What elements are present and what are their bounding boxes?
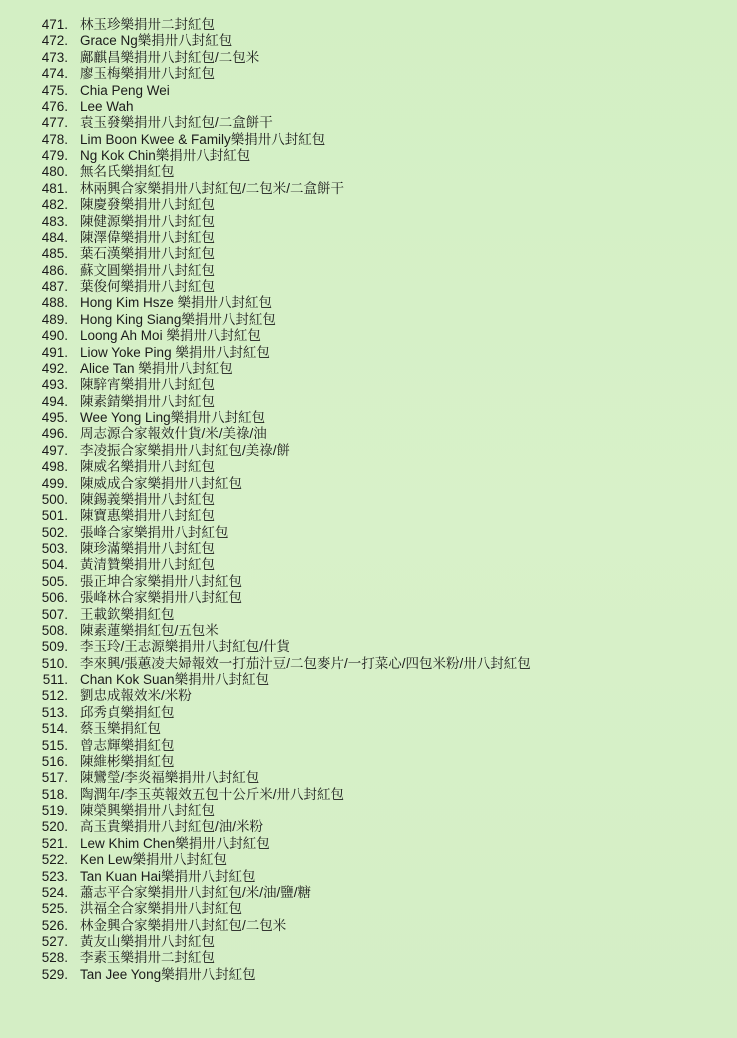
entry-number: 521. (41, 835, 68, 851)
list-item (0, 590, 737, 606)
entry-text: 洪福全合家樂捐卅八封紅包 (80, 901, 242, 917)
list-item (0, 148, 737, 164)
list-item (0, 885, 737, 901)
list-item (0, 705, 737, 721)
entry-text: 張正坤合家樂捐卅八封紅包 (80, 573, 242, 589)
list-item (0, 738, 737, 754)
list-item (0, 869, 737, 885)
list-item (0, 443, 737, 459)
entry-number: 471. (41, 17, 68, 32)
list-item (0, 754, 737, 770)
entry-text: 李玉玲/王志源樂捐卅八封紅包/什貨 (80, 639, 291, 655)
entry-number: 511. (42, 672, 68, 687)
entry-text: Hong King Siang樂捐卅八封紅包 (80, 311, 276, 327)
entry-text: 鄺麒昌樂捐卅八封紅包/二包米 (80, 49, 260, 65)
entry-number: 485. (41, 246, 68, 262)
entry-text: 黃友山樂捐卅八封紅包 (80, 934, 215, 949)
entry-number: 475. (41, 82, 68, 98)
entry-number: 529. (41, 966, 68, 982)
list-item (0, 410, 737, 426)
entry-text: Lim Boon Kwee & Family樂捐卅八封紅包 (80, 131, 326, 147)
entry-text: 無名氏樂捐紅包 (80, 164, 175, 180)
entry-text: 陶潤年/李玉英報效五包十公斤米/卅八封紅包 (80, 786, 345, 802)
entry-text: 周志源合家報效什貨/米/美祿/油 (80, 426, 267, 442)
entry-number: 513. (41, 704, 68, 720)
entry-text: Tan Kuan Hai樂捐卅八封紅包 (80, 868, 256, 884)
entry-text: Hong Kim Hsze 樂捐卅八封紅包 (80, 295, 273, 311)
entry-text: 葉俊何樂捐卅八封紅包 (80, 279, 215, 294)
entry-text: 曾志輝樂捐紅包 (80, 737, 175, 753)
entry-text: 林兩興合家樂捐卅八封紅包/二包米/二盒餅干 (80, 180, 345, 196)
entry-text: 林金興合家樂捐卅八封紅包/二包米 (80, 917, 287, 933)
list-item (0, 639, 737, 655)
entry-number: 524. (41, 884, 68, 900)
entry-number: 481. (41, 180, 68, 196)
entry-text: 黃清贊樂捐卅八封紅包 (80, 557, 215, 573)
entry-text: Lee Wah (80, 98, 134, 114)
entry-number: 525. (41, 901, 68, 917)
entry-text: Chan Kok Suan樂捐卅八封紅包 (80, 672, 270, 687)
list-item (0, 99, 737, 115)
entry-number: 488. (41, 295, 68, 311)
entry-number: 527. (41, 934, 68, 949)
list-item (0, 918, 737, 934)
list-item (0, 607, 737, 623)
entry-text: 李來興/張蕙凌夫婦報效一打茄汁豆/二包麥片/一打菜心/四包米粉/卅八封紅包 (80, 655, 531, 671)
entry-text: 蘇文圓樂捐卅八封紅包 (80, 262, 215, 278)
entry-text: 陳慶發樂捐卅八封紅包 (80, 197, 215, 213)
list-item (0, 66, 737, 82)
entry-text: Wee Yong Ling樂捐卅八封紅包 (80, 410, 266, 425)
entry-number: 472. (41, 33, 68, 49)
entry-number: 473. (41, 49, 68, 65)
entry-number: 474. (41, 66, 68, 82)
entry-number: 522. (41, 852, 68, 868)
entry-number: 487. (41, 279, 68, 294)
entry-number: 479. (41, 148, 68, 163)
list-item (0, 934, 737, 950)
entry-number: 520. (41, 819, 68, 835)
entry-number: 508. (41, 622, 68, 638)
entry-text: 袁玉發樂捐卅八封紅包/二盒餅干 (80, 115, 273, 131)
entry-number: 491. (41, 344, 68, 360)
entry-number: 509. (41, 639, 68, 655)
entry-text: Ken Lew樂捐卅八封紅包 (80, 852, 228, 868)
entry-number: 510. (41, 655, 68, 671)
list-item (0, 525, 737, 541)
entry-text: 陳威名樂捐卅八封紅包 (80, 459, 215, 475)
entry-number: 503. (41, 541, 68, 556)
entry-number: 528. (41, 950, 68, 966)
list-item (0, 836, 737, 852)
entry-text: 陳寶惠樂捐卅八封紅包 (80, 508, 215, 524)
list-item (0, 557, 737, 573)
entry-number: 493. (41, 377, 68, 393)
entry-number: 514. (41, 721, 68, 737)
list-item (0, 492, 737, 508)
entry-number: 507. (41, 606, 68, 622)
entry-text: Chia Peng Wei (80, 82, 170, 98)
list-item (0, 377, 737, 393)
entry-text: 李素玉樂捐卅二封紅包 (80, 950, 215, 966)
list-item (0, 672, 737, 688)
list-item (0, 132, 737, 148)
list-item (0, 345, 737, 361)
entry-text: 陳騂宵樂捐卅八封紅包 (80, 377, 215, 393)
entry-number: 506. (41, 590, 68, 606)
entry-text: 林玉珍樂捐卅二封紅包 (80, 17, 215, 32)
list-item (0, 164, 737, 180)
list-item (0, 901, 737, 917)
entry-number: 517. (41, 770, 68, 786)
list-item (0, 770, 737, 786)
list-item (0, 967, 737, 983)
entry-number: 502. (41, 524, 68, 540)
entry-text: Liow Yoke Ping 樂捐卅八封紅包 (80, 344, 270, 360)
entry-number: 501. (41, 508, 68, 524)
entry-text: 王載欽樂捐紅包 (80, 606, 175, 622)
entry-text: 陳鸞瑩/李炎福樂捐卅八封紅包 (80, 770, 260, 786)
entry-number: 490. (41, 328, 68, 344)
list-item (0, 115, 737, 131)
list-item (0, 721, 737, 737)
entry-number: 498. (41, 459, 68, 475)
list-item (0, 574, 737, 590)
entry-number: 482. (41, 197, 68, 213)
entry-number: 480. (41, 164, 68, 180)
entry-text: Ng Kok Chin樂捐卅八封紅包 (80, 148, 251, 163)
entry-text: 高玉貴樂捐卅八封紅包/油/米粉 (80, 819, 264, 835)
entry-text: 邱秀貞樂捐紅包 (80, 704, 175, 720)
entry-text: 張峰合家樂捐卅八封紅包 (80, 524, 229, 540)
list-item (0, 312, 737, 328)
entry-number: 483. (41, 213, 68, 229)
list-item (0, 50, 737, 66)
list-item (0, 787, 737, 803)
list-item (0, 181, 737, 197)
entry-number: 512. (41, 688, 68, 704)
list-item (0, 361, 737, 377)
entry-text: 廖玉梅樂捐卅八封紅包 (80, 66, 215, 82)
list-item (0, 214, 737, 230)
list-item (0, 819, 737, 835)
entry-number: 499. (41, 475, 68, 491)
list-item (0, 476, 737, 492)
donor-list (0, 17, 737, 983)
entry-text: 陳維彬樂捐紅包 (80, 753, 175, 769)
list-item (0, 279, 737, 295)
list-item (0, 328, 737, 344)
list-item (0, 246, 737, 262)
list-item (0, 623, 737, 639)
list-item (0, 541, 737, 557)
entry-number: 496. (41, 426, 68, 442)
entry-text: 蕭志平合家樂捐卅八封紅包/米/油/鹽/糖 (80, 884, 312, 900)
list-item (0, 803, 737, 819)
entry-number: 516. (41, 753, 68, 769)
entry-number: 484. (41, 229, 68, 245)
entry-number: 477. (41, 115, 68, 131)
entry-number: 519. (41, 803, 68, 818)
list-item (0, 394, 737, 410)
entry-text: Lew Khim Chen樂捐卅八封紅包 (80, 835, 270, 851)
entry-text: 陳素錆樂捐卅八封紅包 (80, 393, 215, 409)
list-item (0, 852, 737, 868)
entry-text: 陳錫義樂捐卅八封紅包 (80, 491, 215, 507)
entry-text: 蔡玉樂捐紅包 (80, 721, 161, 737)
entry-number: 518. (41, 786, 68, 802)
list-item (0, 83, 737, 99)
entry-number: 495. (41, 410, 68, 425)
entry-text: Tan Jee Yong樂捐卅八封紅包 (80, 966, 256, 982)
list-item (0, 230, 737, 246)
entry-text: 陳健源樂捐卅八封紅包 (80, 213, 215, 229)
list-item (0, 688, 737, 704)
entry-number: 504. (41, 557, 68, 573)
list-item (0, 263, 737, 279)
list-item (0, 17, 737, 33)
entry-number: 478. (41, 131, 68, 147)
entry-text: 劉忠成報效米/米粉 (80, 688, 192, 704)
entry-number: 476. (41, 98, 68, 114)
entry-text: Grace Ng樂捐卅八封紅包 (80, 33, 233, 49)
entry-text: Alice Tan 樂捐卅八封紅包 (80, 360, 233, 376)
entry-text: 陳澤偉樂捐卅八封紅包 (80, 229, 215, 245)
entry-number: 497. (41, 442, 68, 458)
entry-text: 陳珍滿樂捐卅八封紅包 (80, 541, 215, 556)
entry-text: 陳榮興樂捐卅八封紅包 (80, 803, 215, 818)
list-item (0, 656, 737, 672)
entry-text: 張峰林合家樂捐卅八封紅包 (80, 590, 242, 606)
list-item (0, 33, 737, 49)
entry-text: 李凌振合家樂捐卅八封紅包/美祿/餅 (80, 442, 291, 458)
list-item (0, 459, 737, 475)
entry-number: 489. (41, 311, 68, 327)
list-item (0, 508, 737, 524)
entry-number: 505. (41, 573, 68, 589)
entry-number: 494. (41, 393, 68, 409)
entry-text: 葉石漢樂捐卅八封紅包 (80, 246, 215, 262)
list-item (0, 295, 737, 311)
list-item (0, 950, 737, 966)
list-item (0, 197, 737, 213)
entry-number: 515. (41, 737, 68, 753)
entry-number: 526. (41, 917, 68, 933)
entry-text: Loong Ah Moi 樂捐卅八封紅包 (80, 328, 261, 344)
list-item (0, 426, 737, 442)
entry-number: 486. (41, 262, 68, 278)
entry-number: 500. (41, 491, 68, 507)
entry-text: 陳素蓮樂捐紅包/五包米 (80, 622, 219, 638)
entry-number: 523. (41, 868, 68, 884)
entry-text: 陳威成合家樂捐卅八封紅包 (80, 475, 242, 491)
entry-number: 492. (41, 360, 68, 376)
